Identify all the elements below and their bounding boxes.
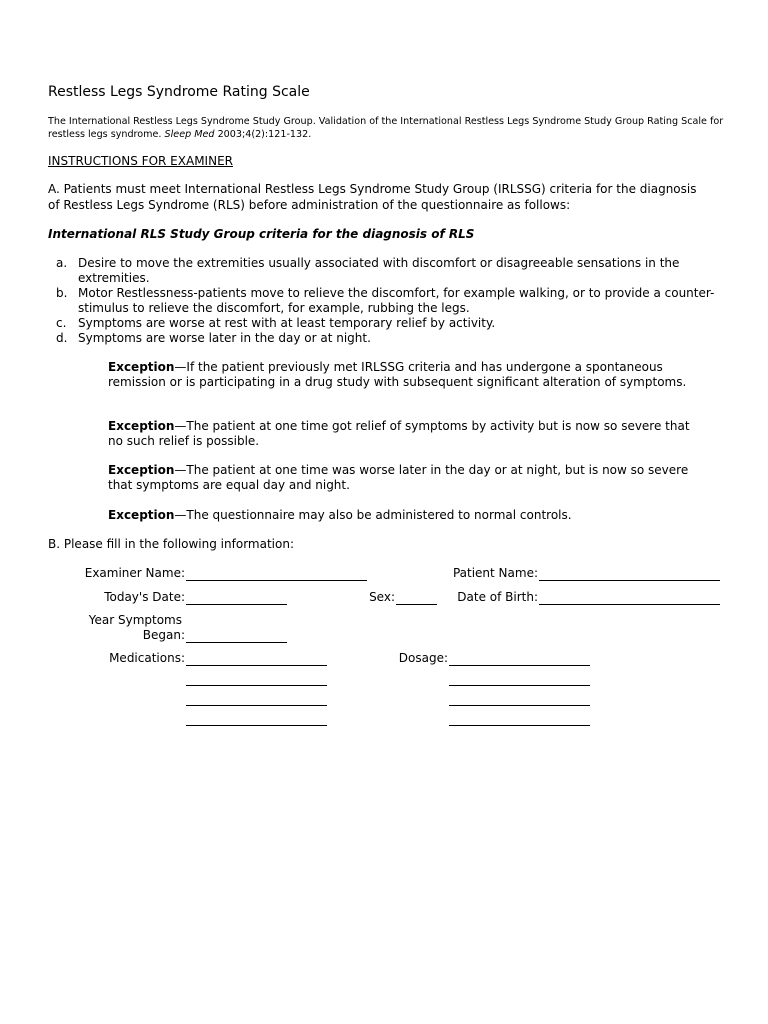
reference-journal: Sleep Med (164, 128, 215, 140)
page-title: Restless Legs Syndrome Rating Scale (48, 84, 310, 100)
exception-text: —The patient at one time got relief of symptoms by activity but is now so severe that no such relief is possible. (108, 419, 690, 448)
exception-label: Exception (108, 360, 175, 374)
criteria-item (56, 316, 736, 331)
criteria-text: Symptoms are worse later in the day or at night. (78, 331, 371, 345)
examiner-name-label: Examiner Name: (84, 566, 185, 580)
exception-text: —The questionnaire may also be administered to normal controls. (174, 508, 572, 522)
dosage-label: Dosage: (398, 651, 448, 665)
date-of-birth-field[interactable] (539, 604, 720, 605)
reference-text: The International Restless Legs Syndrome Study Group. Validation of the International Restless Legs Syndrome Study Group Rating Scale for restless legs syndrome. (48, 116, 724, 140)
date-of-birth-label: Date of Birth: (457, 590, 538, 604)
medications-field[interactable] (186, 685, 327, 686)
criteria-text: Motor Restlessness-patients move to relieve the discomfort, for example walking, or to provide a counter-stimulus to relieve the discomfort, for example, rubbing the legs. (78, 286, 715, 315)
year-symptoms-began-label: Began: (142, 628, 185, 642)
dosage-field[interactable] (449, 665, 590, 666)
exception-paragraph (108, 419, 708, 449)
dosage-field[interactable] (449, 685, 590, 686)
year-symptoms-label: Year Symptoms (88, 613, 182, 627)
dosage-field[interactable] (449, 705, 590, 706)
exception-label: Exception (108, 508, 175, 522)
patient-name-field[interactable] (539, 580, 720, 581)
exception-text: —If the patient previously met IRLSSG criteria and has undergone a spontaneous remission or is participating in a drug study with subsequent significant alteration of symptoms. (108, 360, 687, 389)
instructions-heading: INSTRUCTIONS FOR EXAMINER (48, 154, 233, 168)
exception-paragraph (108, 360, 708, 390)
exception-text: —The patient at one time was worse later in the day or at night, but is now so severe that symptoms are equal day and night. (108, 463, 689, 492)
reference-citation (48, 116, 728, 141)
criteria-marker: d. (56, 331, 68, 345)
exception-paragraph (108, 463, 708, 493)
medications-field[interactable] (186, 665, 327, 666)
patient-name-label: Patient Name: (452, 566, 538, 580)
sex-field[interactable] (396, 604, 437, 605)
todays-date-label: Today's Date: (104, 590, 185, 604)
criteria-text: Symptoms are worse at rest with at least temporary relief by activity. (78, 316, 496, 330)
todays-date-field[interactable] (186, 604, 287, 605)
medications-label: Medications: (109, 651, 185, 665)
exception-label: Exception (108, 419, 175, 433)
medications-field[interactable] (186, 725, 327, 726)
reference-year: 2003;4(2):121-132. (217, 128, 312, 140)
examiner-name-field[interactable] (186, 580, 367, 581)
year-symptoms-field[interactable] (186, 642, 287, 643)
criteria-heading: International RLS Study Group criteria for the diagnosis of RLS (48, 227, 475, 241)
criteria-marker: a. (56, 256, 68, 270)
criteria-item (56, 286, 736, 316)
medications-field[interactable] (186, 705, 327, 706)
criteria-item (56, 256, 736, 286)
criteria-marker: b. (56, 286, 68, 300)
exception-paragraph (108, 508, 708, 523)
criteria-text: Desire to move the extremities usually associated with discomfort or disagreeable sensations in the extremities. (78, 256, 680, 285)
exception-label: Exception (108, 463, 175, 477)
criteria-item (56, 331, 736, 346)
sex-label: Sex: (369, 590, 395, 604)
criteria-marker: c. (56, 316, 67, 330)
section-a-text: A. Patients must meet International Restless Legs Syndrome Study Group (IRLSSG) criteria for the diagnosis of Restless Legs Syndrome (RLS) before administration of the questionnaire as follows: (48, 182, 697, 212)
section-b-text: B. Please fill in the following information: (48, 537, 294, 551)
dosage-field[interactable] (449, 725, 590, 726)
